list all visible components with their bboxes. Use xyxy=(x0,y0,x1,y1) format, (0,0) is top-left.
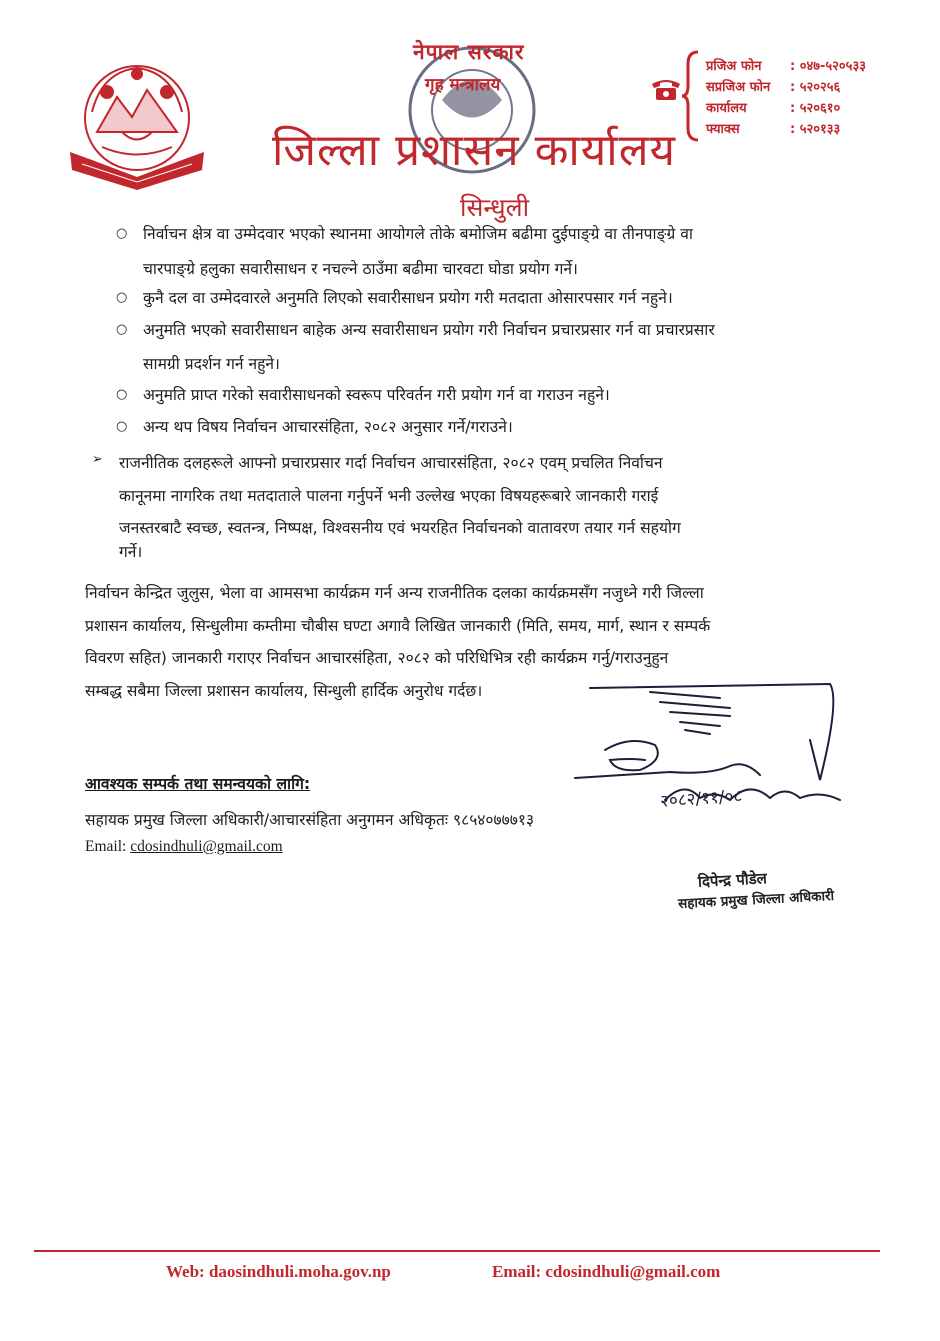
bullet-text: राजनीतिक दलहरूले आफ्नो प्रचारप्रसार गर्दा निर्वाचन आचारसंहिता, २०८२ एवम् प्रचलित निर्वाचन xyxy=(119,454,663,472)
list-item-text: अनुमति भएको सवारीसाधन बाहेक अन्य सवारीसाधन प्रयोग गरी निर्वाचन प्रचारप्रसार गर्न वा प्रचारप्रसार xyxy=(143,321,715,339)
bullet-continuation: गर्ने। xyxy=(119,543,143,561)
footer-divider xyxy=(34,1250,880,1252)
brace-decoration xyxy=(680,50,702,142)
footer-email[interactable]: Email: cdosindhuli@gmail.com xyxy=(492,1262,721,1281)
request-paragraph-line: प्रशासन कार्यालय, सिन्धुलीमा कम्तीमा चौबीस घण्टा अगावै लिखित जानकारी (मिति, समय, मार्ग, स्थान र सम्पर्क xyxy=(85,617,711,635)
nepal-emblem-logo xyxy=(62,52,212,194)
office-title: जिल्ला प्रशासन कार्यालय xyxy=(272,125,677,176)
contact-value: : ५२०१३३ xyxy=(790,122,841,137)
signer-name-stamp: दिपेन्द्र पौडेल xyxy=(697,869,768,891)
request-paragraph-line: निर्वाचन केन्द्रित जुलुस, भेला वा आमसभा कार्यक्रम गर्न अन्य राजनीतिक दलका कार्यक्रमसँग नजुध्ने गरी जिल्ला xyxy=(85,584,704,602)
district-name: सिन्धुली xyxy=(460,193,530,222)
circle-bullet-icon: ○ xyxy=(116,226,128,241)
email-link[interactable]: cdosindhuli@gmail.com xyxy=(130,838,283,855)
signature-date: २०८२/११/०८ xyxy=(659,786,743,812)
contact-value: : ५२०२५६ xyxy=(790,80,841,95)
list-item-text: निर्वाचन क्षेत्र वा उम्मेदवार भएको स्थानमा आयोगले तोके बमोजिम बढीमा दुईपाङ्ग्रे वा तीनपाङ्ग्रे वा xyxy=(143,225,693,243)
request-paragraph-line: सम्बद्ध सबैमा जिल्ला प्रशासन कार्यालय, सिन्धुली हार्दिक अनुरोध गर्दछ। xyxy=(85,682,483,700)
arrow-bullet-icon: ➢ xyxy=(92,452,103,467)
list-item-text: अनुमति प्राप्त गरेको सवारीसाधनको स्वरूप परिवर्तन गरी प्रयोग गर्न वा गराउन नहुने। xyxy=(143,386,610,404)
list-item-text: कुनै दल वा उम्मेदवारले अनुमति लिएको सवारीसाधन प्रयोग गरी मतदाता ओसारपसार गर्न नहुने। xyxy=(143,289,673,307)
circle-bullet-icon: ○ xyxy=(116,322,128,337)
contact-label: फ्याक्स xyxy=(706,122,740,137)
list-item-continuation: चारपाङ्ग्रे हलुका सवारीसाधन र नचल्ने ठाउँमा बढीमा चारवटा घोडा प्रयोग गर्ने। xyxy=(143,260,578,278)
telephone-icon xyxy=(650,76,682,102)
bullet-continuation: जनस्तरबाटै स्वच्छ, स्वतन्त्र, निष्पक्ष, विश्वसनीय एवं भयरहित निर्वाचनको वातावरण तयार गर्न सहयोग xyxy=(119,519,681,537)
footer-website[interactable]: Web: daosindhuli.moha.gov.np xyxy=(166,1262,391,1281)
circle-bullet-icon: ○ xyxy=(116,387,128,402)
contact-heading: आवश्यक सम्पर्क तथा समन्वयको लागि: xyxy=(85,775,311,793)
contact-officer-line: सहायक प्रमुख जिल्ला अधिकारी/आचारसंहिता अनुगमन अधिकृतः ९८५४०७७७१३ xyxy=(85,811,535,829)
list-item-continuation: सामग्री प्रदर्शन गर्न नहुने। xyxy=(143,355,280,373)
contact-value: : ०४७-५२०५३३ xyxy=(790,59,866,74)
email-label: Email: xyxy=(85,838,131,855)
contact-label: सप्रजिअ फोन xyxy=(706,80,771,95)
contact-value: : ५२०६१० xyxy=(790,101,841,116)
org-name: नेपाल सरकार xyxy=(413,40,525,64)
request-paragraph-line: विवरण सहित) जानकारी गराएर निर्वाचन आचारसंहिता, २०८२ को परिधिभित्र रही कार्यक्रम गर्नु/गराउनुहुन xyxy=(85,649,669,667)
bullet-continuation: कानूनमा नागरिक तथा मतदाताले पालना गर्नुपर्ने भनी उल्लेख भएका विषयहरूबारे जानकारी गराई xyxy=(119,487,659,505)
contact-email xyxy=(85,838,283,856)
circle-bullet-icon: ○ xyxy=(116,290,128,305)
contact-label: कार्यालय xyxy=(706,101,747,116)
circle-bullet-icon: ○ xyxy=(116,419,128,434)
contact-label: प्रजिअ फोन xyxy=(706,59,762,74)
list-item-text: अन्य थप विषय निर्वाचन आचारसंहिता, २०८२ अनुसार गर्ने/गराउने। xyxy=(143,418,513,436)
ministry-name: गृह मन्त्रालय xyxy=(425,75,501,95)
signer-title-stamp: सहायक प्रमुख जिल्ला अधिकारी xyxy=(677,887,835,913)
